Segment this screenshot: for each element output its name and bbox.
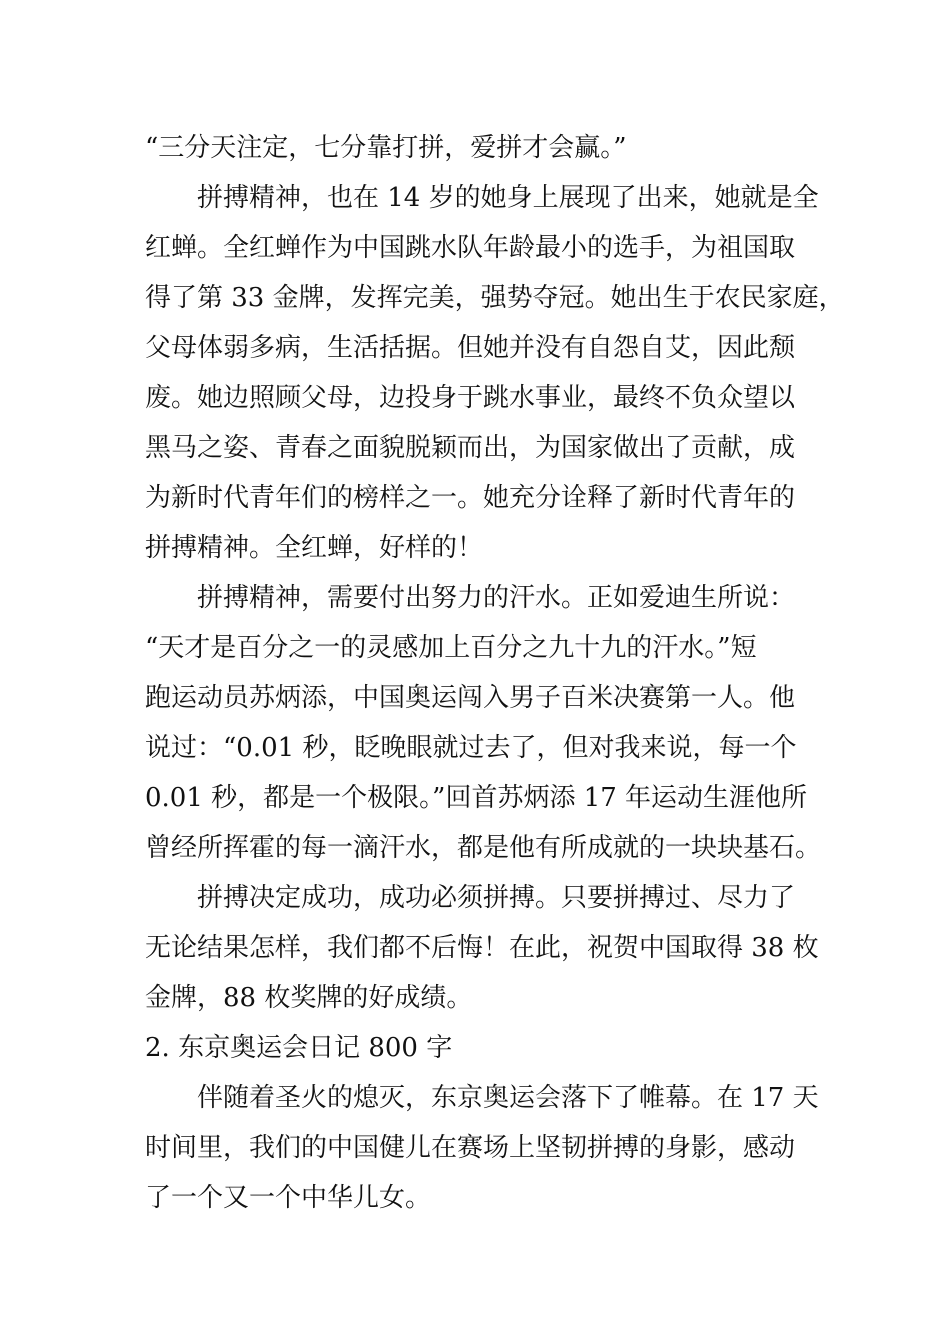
text-line: 曾经所挥霍的每一滴汗水，都是他有所成就的一块块基石。 — [145, 833, 822, 863]
text-line: “三分天注定，七分靠打拼，爱拼才会赢。” — [145, 133, 627, 163]
text-line: 红蝉。全红蝉作为中国跳水队年龄最小的选手，为祖国取 — [145, 233, 796, 263]
section-heading: 2. 东京奥运会日记 800 字 — [145, 1033, 453, 1063]
text-line: 跑运动员苏炳添，中国奥运闯入男子百米决赛第一人。他 — [145, 683, 796, 713]
text-line: 说过：“0.01 秒，眨晚眼就过去了，但对我来说，每一个 — [145, 733, 797, 763]
text-line: 父母体弱多病，生活括据。但她并没有自怨自艾，因此颓 — [145, 333, 796, 363]
text-line: 0.01 秒，都是一个极限。”回首苏炳添 17 年运动生涯他所 — [145, 783, 808, 813]
paragraph-first-line: 拼搏精神，也在 14 岁的她身上展现了出来，她就是全 — [197, 183, 819, 213]
text-line: “天才是百分之一的灵感加上百分之九十九的汗水。”短 — [145, 633, 757, 663]
paragraph-first-line: 拼搏精神，需要付出努力的汗水。正如爱迪生所说： — [197, 583, 796, 613]
paragraph-first-line: 伴随着圣火的熄灭，东京奥运会落下了帷幕。在 17 天 — [197, 1083, 819, 1113]
text-line: 了一个又一个中华儿女。 — [145, 1183, 432, 1213]
text-line: 无论结果怎样，我们都不后悔！在此，祝贺中国取得 38 枚 — [145, 933, 819, 963]
text-line: 黑马之姿、青春之面貌脱颖而出，为国家做出了贡献，成 — [145, 433, 796, 463]
text-line: 废。她边照顾父母，边投身于跳水事业，最终不负众望以 — [145, 383, 796, 413]
text-line: 拼搏精神。全红蝉，好样的！ — [145, 533, 484, 563]
text-line: 为新时代青年们的榜样之一。她充分诠释了新时代青年的 — [145, 483, 796, 513]
text-line: 得了第 33 金牌，发挥完美，强势夺冠。她出生于农民家庭， — [145, 283, 845, 313]
text-line: 金牌，88 枚奖牌的好成绩。 — [145, 983, 473, 1013]
paragraph-first-line: 拼搏决定成功，成功必须拼搏。只要拼搏过、尽力了 — [197, 883, 796, 913]
text-line: 时间里，我们的中国健儿在赛场上坚韧拼搏的身影，感动 — [145, 1133, 796, 1163]
